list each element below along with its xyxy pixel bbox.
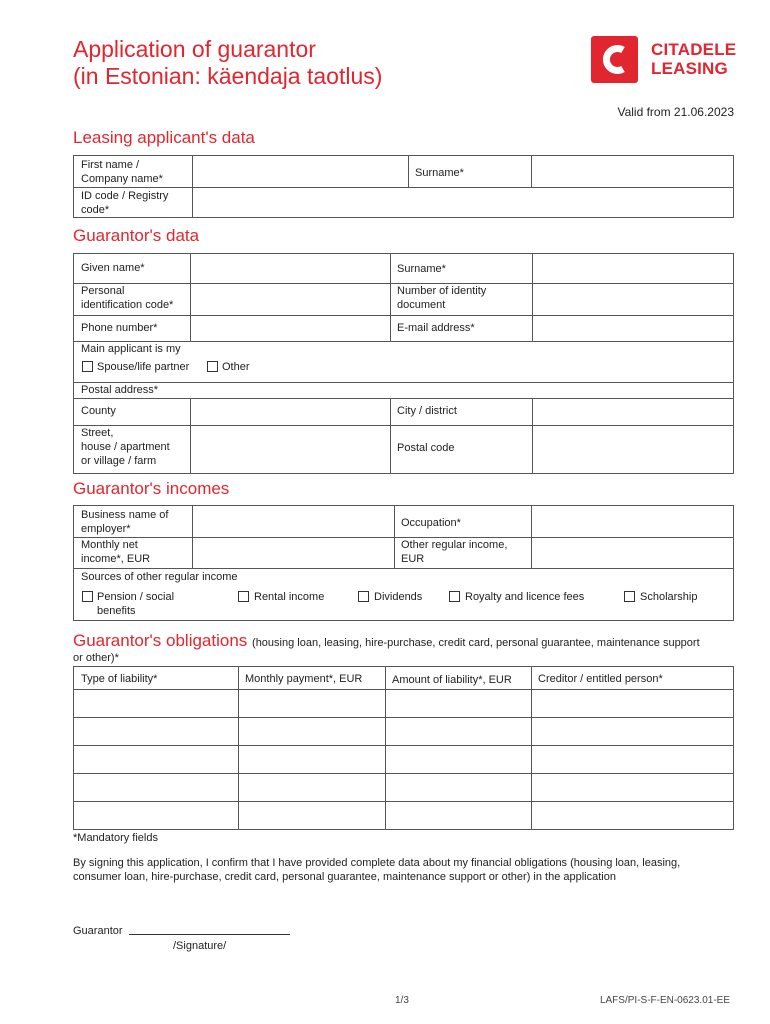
title-line-2: (in Estonian: käendaja taotlus) bbox=[73, 63, 383, 89]
column-header-type: Type of liability* bbox=[81, 673, 158, 685]
obligation-row[interactable] bbox=[74, 774, 734, 801]
guarantor-data-table bbox=[73, 253, 734, 474]
rental-checkbox[interactable] bbox=[238, 591, 249, 602]
postal-code-field[interactable] bbox=[533, 426, 734, 474]
applicant-data-table bbox=[73, 155, 734, 218]
street-field[interactable] bbox=[191, 426, 390, 474]
county-label: County bbox=[81, 405, 116, 417]
col-divider bbox=[390, 398, 391, 474]
obligations-note: (housing loan, leasing, hire-purchase, credit card, personal guarantee, maintenance support bbox=[252, 637, 700, 649]
page-title bbox=[73, 36, 382, 90]
logo-line-1: CITADELE bbox=[651, 40, 737, 59]
column-header-monthly-payment: Monthly payment*, EUR bbox=[245, 673, 363, 685]
pension-label: Pension / social benefits bbox=[97, 591, 175, 617]
first-name-label: First name / Company name* bbox=[81, 159, 163, 185]
pension-checkbox[interactable] bbox=[82, 591, 93, 602]
dividends-checkbox[interactable] bbox=[358, 591, 369, 602]
column-header-amount: Amount of liability*, EUR bbox=[392, 674, 512, 686]
employer-field[interactable] bbox=[193, 506, 394, 537]
logo-c-icon bbox=[591, 36, 638, 83]
city-label: City / district bbox=[397, 405, 457, 417]
section-title-obligations bbox=[73, 631, 738, 653]
occupation-label: Occupation* bbox=[401, 517, 461, 529]
guarantor-signature-label: Guarantor bbox=[73, 925, 123, 937]
id-document-field[interactable] bbox=[533, 284, 734, 315]
rental-label: Rental income bbox=[254, 591, 325, 603]
applicant-surname-label: Surname* bbox=[415, 167, 464, 179]
county-field[interactable] bbox=[191, 399, 390, 425]
personal-id-label: Personal identification code* bbox=[81, 285, 174, 311]
mandatory-fields-note: *Mandatory fields bbox=[73, 832, 158, 844]
title-line-1: Application of guarantor bbox=[73, 36, 316, 62]
col-divider bbox=[390, 254, 391, 341]
other-income-label: Other regular income, EUR bbox=[401, 539, 508, 565]
column-header-creditor: Creditor / entitled person* bbox=[538, 673, 663, 685]
given-name-label: Given name* bbox=[81, 262, 145, 274]
signature-line[interactable] bbox=[129, 934, 290, 935]
personal-id-field[interactable] bbox=[191, 284, 390, 315]
logo-mark bbox=[591, 36, 638, 83]
net-income-label: Monthly net income*, EUR bbox=[81, 539, 151, 565]
royalty-label: Royalty and licence fees bbox=[465, 591, 585, 603]
guarantor-surname-field[interactable] bbox=[533, 254, 734, 283]
obligations-note-continued: or other)* bbox=[73, 652, 119, 664]
other-income-field[interactable] bbox=[532, 538, 734, 568]
spouse-option-label: Spouse/life partner bbox=[97, 361, 190, 373]
id-code-label: ID code / Registry code* bbox=[81, 190, 169, 216]
email-label: E-mail address* bbox=[397, 322, 475, 334]
guarantor-surname-label: Surname* bbox=[397, 263, 446, 275]
section-title-incomes: Guarantor's incomes bbox=[73, 479, 230, 498]
incomes-table bbox=[73, 505, 734, 621]
section-title-guarantor: Guarantor's data bbox=[73, 226, 200, 245]
logo-text bbox=[651, 40, 736, 78]
document-code: LAFS/PI-S-F-EN-0623.01-EE bbox=[599, 995, 730, 1006]
street-label: Street, house / apartment or village / farm bbox=[81, 427, 170, 467]
logo-line-2: LEASING bbox=[651, 59, 728, 78]
row-divider bbox=[74, 382, 733, 383]
first-name-field[interactable] bbox=[193, 156, 408, 187]
employer-label: Business name of employer* bbox=[81, 509, 169, 535]
obligations-title-text: Guarantor's obligations bbox=[73, 631, 248, 650]
royalty-checkbox[interactable] bbox=[449, 591, 460, 602]
given-name-field[interactable] bbox=[191, 254, 390, 283]
dividends-label: Dividends bbox=[374, 591, 423, 603]
obligation-row[interactable] bbox=[74, 746, 734, 773]
signature-caption: /Signature/ bbox=[173, 940, 227, 952]
email-field[interactable] bbox=[533, 316, 734, 341]
citadele-leasing-logo bbox=[591, 36, 736, 83]
col-divider bbox=[394, 506, 395, 568]
main-applicant-label: Main applicant is my bbox=[81, 343, 181, 355]
scholarship-checkbox[interactable] bbox=[624, 591, 635, 602]
net-income-field[interactable] bbox=[193, 538, 394, 568]
scholarship-label: Scholarship bbox=[640, 591, 698, 603]
col-divider bbox=[408, 156, 409, 187]
postal-address-label: Postal address* bbox=[81, 384, 159, 396]
obligation-row[interactable] bbox=[74, 718, 734, 745]
spouse-checkbox[interactable] bbox=[82, 361, 93, 372]
phone-label: Phone number* bbox=[81, 322, 158, 334]
consent-text: By signing this application, I confirm that I have provided complete data about my financial obligations (housing loan, leasing, consumer loan, hire-purchase, credit card, personal guarantee, maintenance support or other) in the application bbox=[73, 857, 681, 883]
page-number: 1/3 bbox=[395, 995, 409, 1006]
other-checkbox[interactable] bbox=[207, 361, 218, 372]
id-code-field[interactable] bbox=[193, 188, 734, 218]
applicant-surname-field[interactable] bbox=[532, 156, 734, 187]
occupation-field[interactable] bbox=[532, 506, 734, 537]
valid-from-date: Valid from 21.06.2023 bbox=[617, 105, 734, 119]
other-option-label: Other bbox=[222, 361, 250, 373]
obligation-row[interactable] bbox=[74, 802, 734, 830]
row-divider bbox=[74, 568, 733, 569]
city-field[interactable] bbox=[533, 399, 734, 425]
obligation-row[interactable] bbox=[74, 690, 734, 717]
phone-field[interactable] bbox=[191, 316, 390, 341]
sources-label: Sources of other regular income bbox=[81, 571, 238, 583]
id-document-label: Number of identity document bbox=[397, 285, 487, 311]
section-title-applicant: Leasing applicant's data bbox=[73, 128, 255, 147]
postal-code-label: Postal code bbox=[397, 442, 455, 454]
obligations-table bbox=[73, 666, 734, 830]
